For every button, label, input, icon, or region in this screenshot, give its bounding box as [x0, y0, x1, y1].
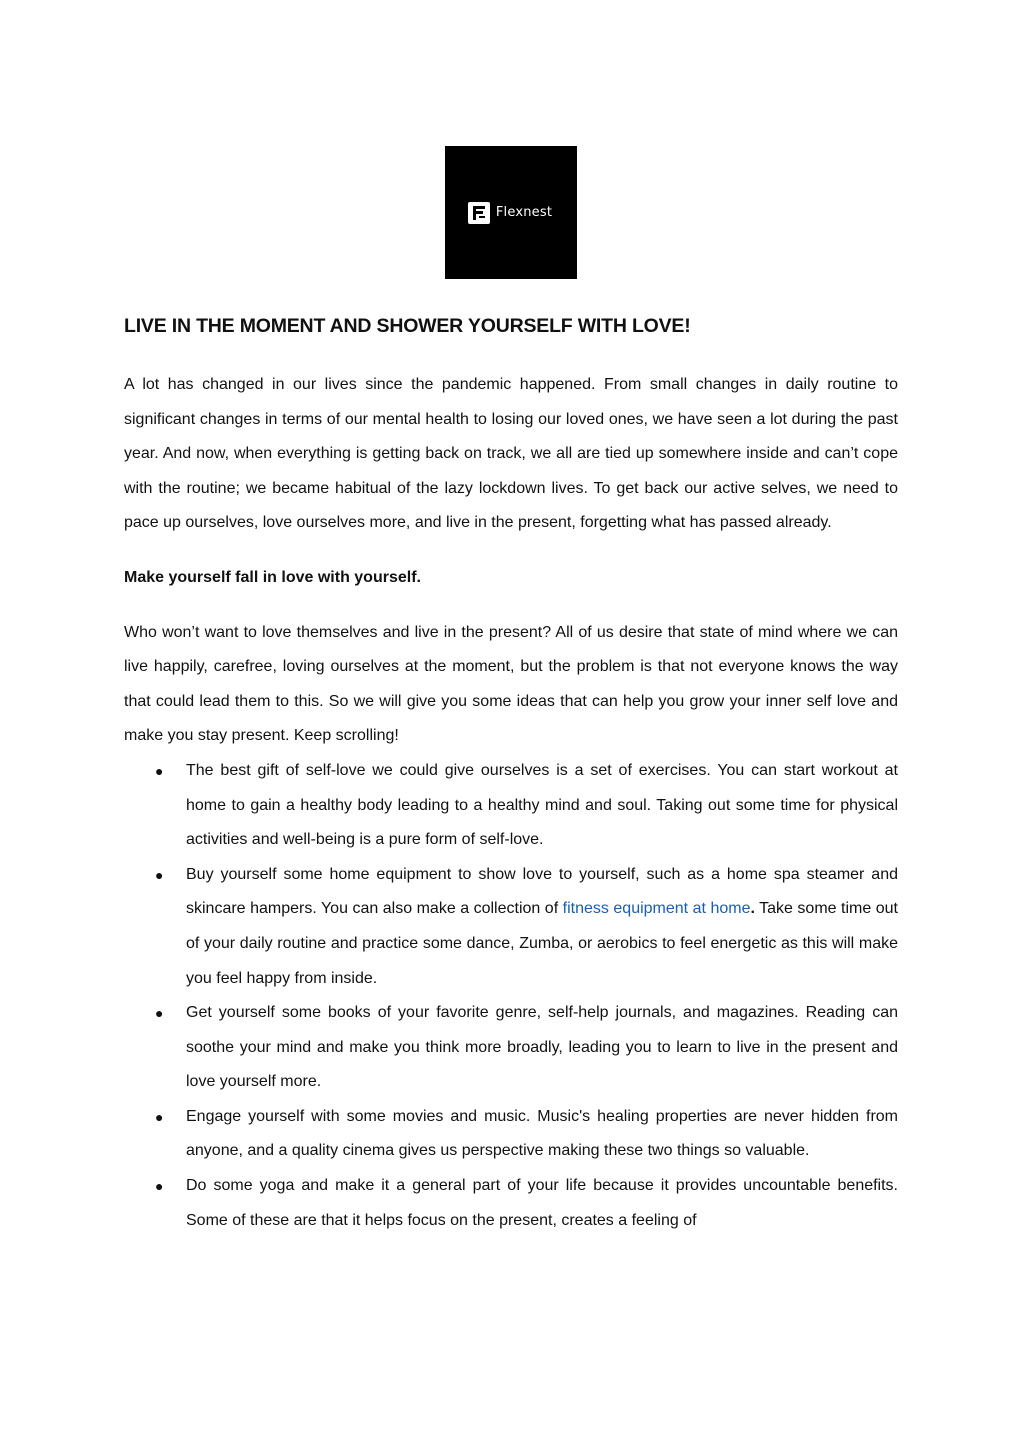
list-item-text: Get yourself some books of your favorite genre, self-help journals, and magazines. Reading can soothe your mind and make you think more broadly, leading you to learn to live in the present and love yourself more. — [186, 1004, 898, 1091]
list-item-text-after: Take some time out of your daily routine and practice some dance, Zumba, or aerobics to feel energetic as this will make you feel happy from inside. — [186, 900, 898, 987]
list-item-text-before: Buy yourself some home equipment to show love to yourself, such as a home spa steamer and skincare hampers. You can also make a collection of — [186, 865, 898, 918]
bullet-icon: ● — [155, 762, 164, 779]
body-paragraph: Who won’t want to love themselves and live in the present? All of us desire that state of mind where we can live happily, carefree, loving ourselves at the moment, but the problem is that not everyone knows the way that could lead them to this. So we will give you some ideas that can help you grow your inner self love and make you stay present. Keep scrolling! — [124, 623, 898, 745]
bullet-icon: ● — [155, 1005, 164, 1022]
list-item — [124, 1169, 898, 1238]
article-title: LIVE IN THE MOMENT AND SHOWER YOURSELF WITH LOVE! — [124, 315, 691, 337]
fitness-equipment-link[interactable]: fitness equipment at home — [562, 900, 751, 918]
logo-box — [445, 146, 577, 279]
list-item — [124, 996, 898, 1100]
list-item — [124, 1100, 898, 1169]
logo-text: Flexnest — [495, 205, 553, 220]
subheading: Make yourself fall in love with yourself. — [124, 568, 421, 586]
flexnest-logo-icon — [468, 202, 490, 224]
bullet-icon: ● — [155, 866, 164, 883]
bullet-icon: ● — [155, 1178, 164, 1195]
bullet-icon: ● — [155, 1108, 164, 1125]
logo — [468, 202, 552, 224]
list-item-period: . — [750, 900, 755, 918]
article — [124, 308, 898, 1238]
bullet-list — [124, 754, 898, 1238]
intro-paragraph: A lot has changed in our lives since the pandemic happened. From small changes in daily routine to significant changes in terms of our mental health to losing our loved ones, we have seen a lot during the past year. And now, when everything is getting back on track, we all are tied up somewhere inside and can’t cope with the routine; we became habitual of the lazy lockdown lives. To get back our active selves, we need to pace up ourselves, love ourselves more, and live in the present, forgetting what has passed already. — [124, 376, 898, 532]
list-item-text: The best gift of self-love we could give ourselves is a set of exercises. You can start workout at home to gain a healthy body leading to a healthy mind and soul. Taking out some time for physical activities and well-being is a pure form of self-love. — [186, 761, 898, 849]
list-item — [124, 858, 898, 996]
list-item-text: Engage yourself with some movies and music. Music's healing properties are never hidden from anyone, and a quality cinema gives us perspective making these two things so valuable. — [186, 1107, 898, 1160]
list-item — [124, 754, 898, 858]
list-item-text: Do some yoga and make it a general part of your life because it provides uncountable benefits. Some of these are that it helps focus on the present, creates a feeling of — [186, 1177, 898, 1229]
